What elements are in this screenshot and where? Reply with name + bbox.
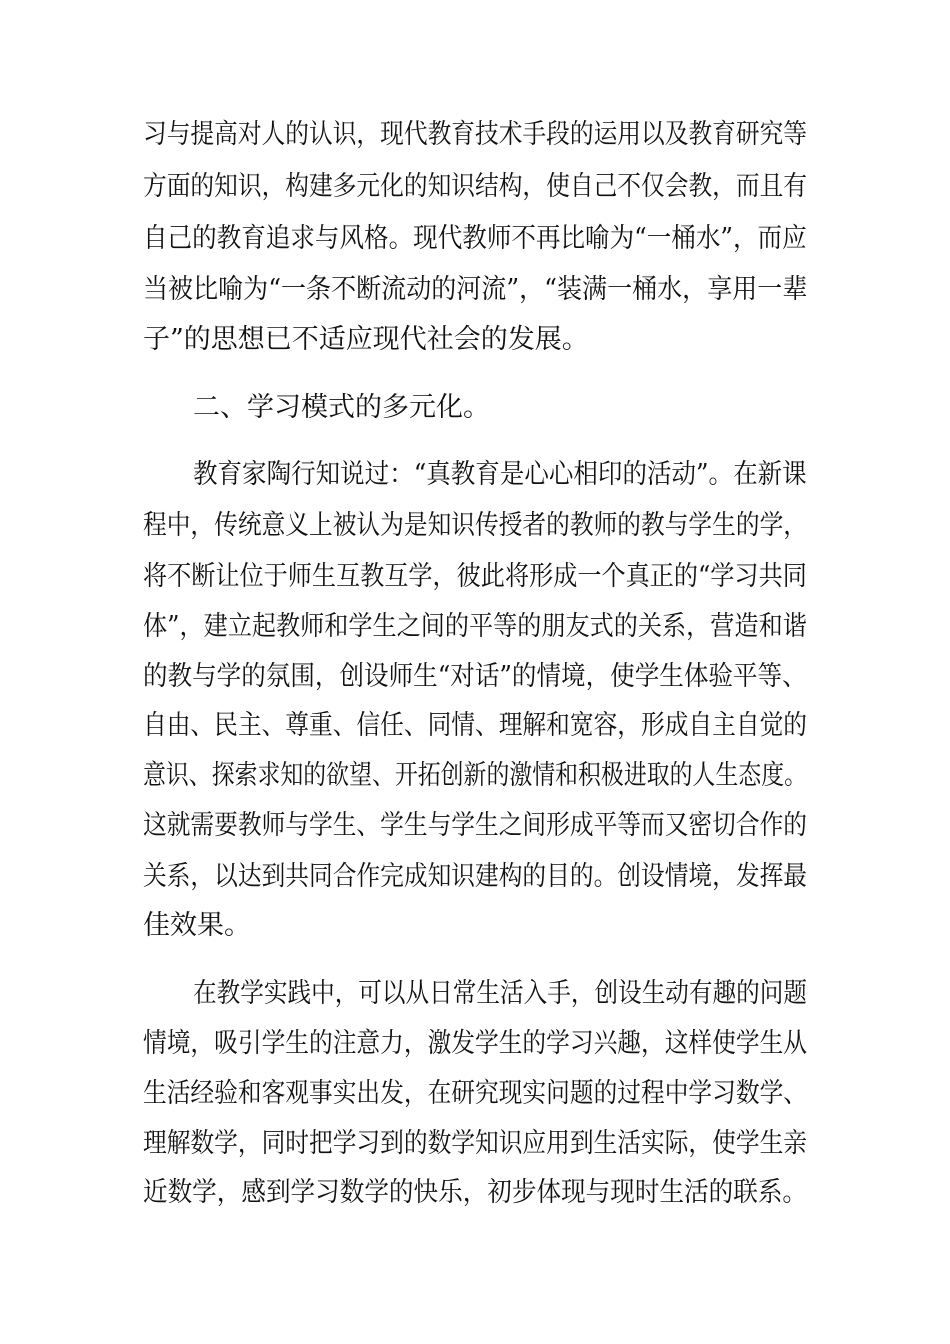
paragraph-2-line-5: 的教与学的氛围，创设师生“对话”的情境，使学生体验平等、: [143, 661, 807, 692]
paragraph-2-line-3: 将不断让位于师生互教互学，彼此将形成一个真正的“学习共同: [143, 561, 807, 592]
paragraph-2-line-2: 程中，传统意义上被认为是知识传授者的教师的教与学生的学，: [143, 510, 807, 541]
paragraph-3-line-2: 情境，吸引学生的注意力，激发学生的学习兴趣，这样使学生从: [143, 1028, 807, 1059]
paragraph-3-line-3: 生活经验和客观事实出发，在研究现实问题的过程中学习数学、: [143, 1078, 807, 1109]
paragraph-2-line-7: 意识、探索求知的欲望、开拓创新的激情和积极进取的人生态度。: [143, 760, 807, 791]
paragraph-1-line-1: 习与提高对人的认识，现代教育技术手段的运用以及教育研究等: [143, 119, 807, 150]
paragraph-2-line-8: 这就需要教师与学生、学生与学生之间形成平等而又密切合作的: [143, 810, 807, 841]
paragraph-1-line-4: 当被比喻为“一条不断流动的河流”，“装满一桶水，享用一辈: [143, 274, 808, 305]
paragraph-3-line-1: 在教学实践中，可以从日常生活入手，创设生动有趣的问题: [193, 978, 807, 1009]
paragraph-2-line-10: 佳效果。: [143, 910, 251, 941]
paragraph-3-line-4: 理解数学，同时把学习到的数学知识应用到生活实际，使学生亲: [143, 1128, 807, 1159]
paragraph-2-line-9: 关系，以达到共同合作完成知识建构的目的。创设情境，发挥最: [143, 861, 807, 892]
section-heading: 二、学习模式的多元化。: [193, 392, 490, 423]
paragraph-1-line-5: 子”的思想已不适应现代社会的发展。: [143, 324, 589, 355]
paragraph-2-line-4: 体”，建立起教师和学生之间的平等的朋友式的关系，营造和谐: [143, 611, 807, 642]
paragraph-2-line-6: 自由、民主、尊重、信任、同情、理解和宽容，形成自主自觉的: [143, 710, 807, 741]
paragraph-2-line-1: 教育家陶行知说过：“真教育是心心相印的活动”。在新课: [193, 459, 807, 490]
paragraph-1-line-2: 方面的知识，构建多元化的知识结构，使自己不仅会教，而且有: [143, 171, 807, 202]
paragraph-1-line-3: 自己的教育追求与风格。现代教师不再比喻为“一桶水”，而应: [143, 223, 807, 254]
paragraph-3-line-5: 近数学，感到学习数学的快乐，初步体现与现时生活的联系。: [143, 1177, 807, 1208]
